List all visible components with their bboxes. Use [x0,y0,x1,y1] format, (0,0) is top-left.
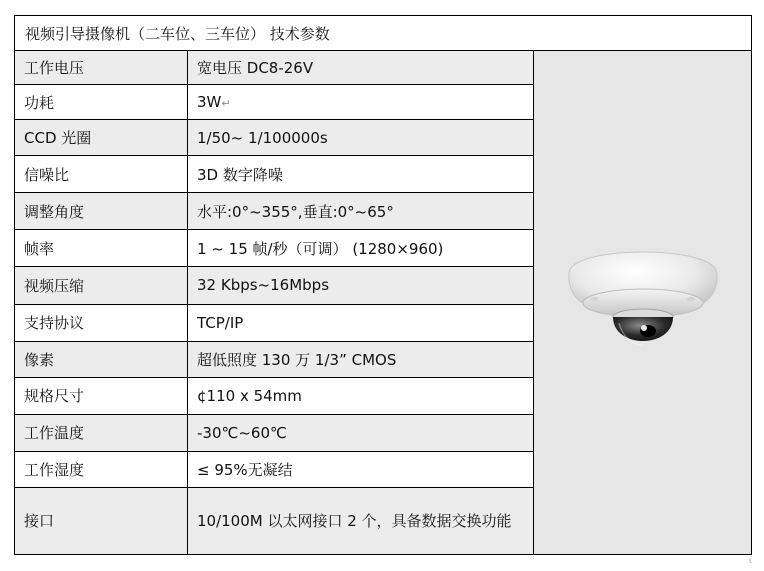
spec-value: ≤ 95%无凝结 [188,451,534,487]
table-title: 视频引导摄像机（二车位、三车位） 技术参数 [15,16,752,51]
spec-label: 规格尺寸 [15,377,188,414]
spec-value-text: 3W [197,93,222,112]
page-corner-mark: ι [749,556,752,565]
paragraph-mark: ↵ [221,97,231,111]
dome-camera-icon [563,231,723,371]
spec-label: CCD 光圈 [15,120,188,156]
spec-label: 帧率 [15,230,188,267]
spec-label: 信噪比 [15,156,188,193]
title-row [15,16,752,51]
spec-value [188,85,534,120]
spec-label: 支持协议 [15,304,188,341]
spec-value: 1 ~ 15 帧/秒（可调） (1280×960) [188,230,534,267]
spec-value: 3D 数字降噪 [188,156,534,193]
spec-label: 功耗 [15,85,188,120]
spec-label: 接口 [15,487,188,554]
spec-label: 调整角度 [15,193,188,230]
spec-label: 工作电压 [15,51,188,85]
spec-label: 像素 [15,341,188,377]
table-row [15,51,752,85]
spec-value: 水平:0°~355°,垂直:0°~65° [188,193,534,230]
spec-value: 超低照度 130 万 1/3” CMOS [188,341,534,377]
spec-value: 10/100M 以太网接口 2 个，具备数据交换功能 [188,487,534,554]
spec-value: 宽电压 DC8-26V [188,51,534,85]
product-image-cell [534,51,752,555]
spec-value: ¢110 x 54mm [188,377,534,414]
spec-label: 工作温度 [15,414,188,451]
spec-value: 1/50~ 1/100000s [188,120,534,156]
spec-table [14,15,752,555]
spec-value: -30℃~60℃ [188,414,534,451]
spec-value: 32 Kbps~16Mbps [188,267,534,304]
spec-label: 工作湿度 [15,451,188,487]
spec-label: 视频压缩 [15,267,188,304]
spec-value: TCP/IP [188,304,534,341]
